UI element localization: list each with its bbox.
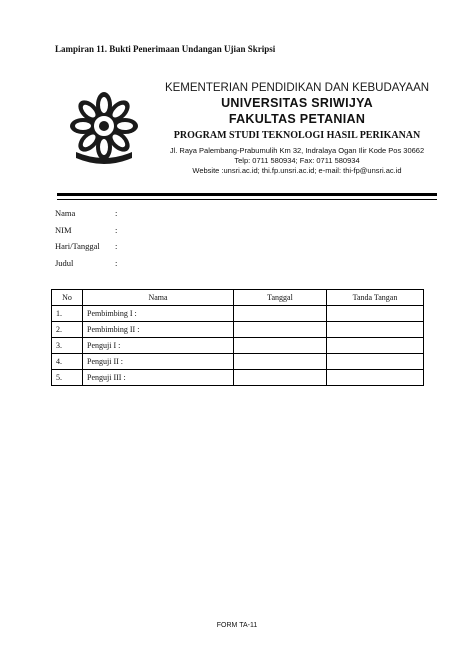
cell-tanggal [234,370,327,386]
cell-no: 4. [52,354,83,370]
field-colon: : [115,241,118,251]
field-nama [55,208,255,225]
form-code-footer: FORM TA-11 [216,622,258,629]
cell-tanda-tangan [327,322,424,338]
letterhead-thin-rule [57,199,437,200]
cell-no: 1. [52,306,83,322]
cell-tanda-tangan [327,370,424,386]
program-name: PROGRAM STUDI TEKNOLOGI HASIL PERIKANAN [173,130,421,141]
field-nim [55,225,255,242]
faculty-name: FAKULTAS PETANIAN [228,112,366,126]
table-row [52,370,424,386]
cell-nama: Pembimbing II : [83,322,234,338]
field-judul [55,258,255,275]
cell-tanda-tangan [327,338,424,354]
table-row [52,306,424,322]
field-colon: : [115,224,118,235]
website-email: Website :unsri.ac.id; thi.fp.unsri.ac.id; e-mail: thi-fp@unsri.ac.id [192,166,402,175]
cell-nama: Pembimbing I : [83,306,234,322]
header-tanggal: Tanggal [234,290,327,306]
student-info-fields [55,208,255,274]
ministry-name: KEMENTERIAN PENDIDIKAN DAN KEBUDAYAAN [164,82,430,94]
field-colon: : [115,257,118,268]
cell-no: 5. [52,370,83,386]
phone-fax: Telp: 0711 580934; Fax: 0711 580934 [234,156,360,165]
field-label: Nama [55,208,76,218]
letterhead-thick-rule [57,193,437,196]
field-hari-tanggal [55,241,255,258]
header-nama: Nama [83,290,234,306]
header-tanda-tangan: Tanda Tangan [327,290,424,306]
cell-nama: Penguji III : [83,370,234,386]
table-row [52,354,424,370]
cell-no: 3. [52,338,83,354]
header-no: No [52,290,83,306]
cell-tanggal [234,338,327,354]
cell-nama: Penguji II : [83,354,234,370]
address: Jl. Raya Palembang-Prabumulih Km 32, Indralaya Ogan Ilir Kode Pos 30662 [169,146,425,155]
field-colon: : [115,208,118,218]
cell-tanggal [234,306,327,322]
document-caption: Lampiran 11. Bukti Penerimaan Undangan Ujian Skripsi [55,44,276,54]
university-logo-icon [66,92,142,168]
cell-tanda-tangan [327,306,424,322]
table-header-row [52,290,424,306]
table-row [52,338,424,354]
cell-tanggal [234,354,327,370]
field-label: Judul [55,257,74,268]
cell-tanggal [234,322,327,338]
signature-table [51,289,424,386]
field-label: NIM [55,224,72,235]
table-row [52,322,424,338]
cell-nama: Penguji I : [83,338,234,354]
cell-no: 2. [52,322,83,338]
field-label: Hari/Tanggal [55,241,100,251]
cell-tanda-tangan [327,354,424,370]
university-name: UNIVERSITAS SRIWIJYA [221,96,373,110]
